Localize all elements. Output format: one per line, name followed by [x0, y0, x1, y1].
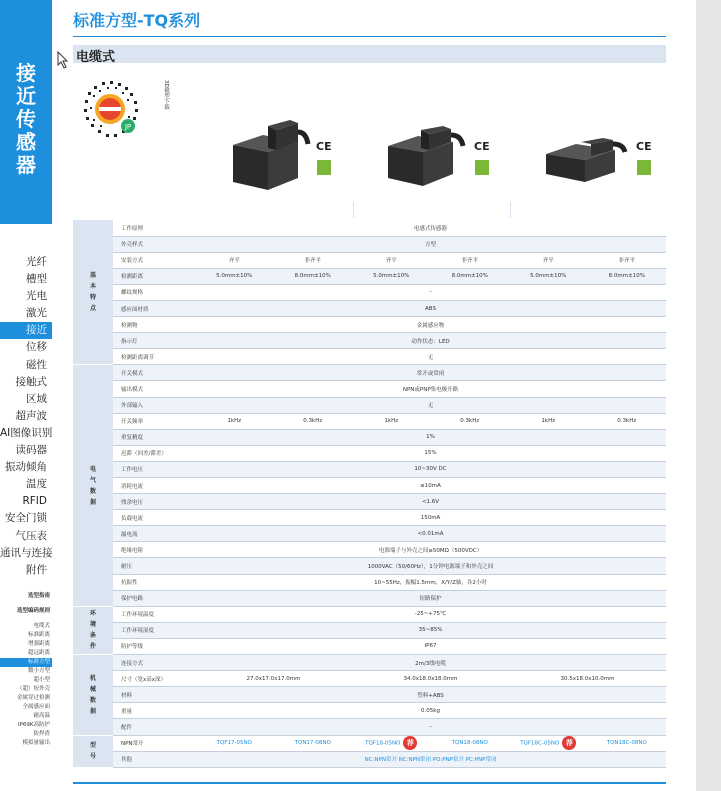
spec-value: ABS — [195, 300, 666, 316]
side-nav-item[interactable]: 超声波 — [15, 409, 47, 422]
spec-label: 输出模式 — [113, 381, 195, 397]
spec-value: 10~30V DC — [195, 461, 666, 477]
spec-label: 耐压 — [113, 558, 195, 574]
spec-row — [73, 574, 666, 590]
side-nav-item[interactable]: 槽型 — [26, 273, 47, 286]
side-subnav-item[interactable]: （超）短外壳 — [16, 686, 50, 692]
spec-row — [73, 349, 666, 365]
ce-mark: CE — [636, 140, 652, 153]
side-nav-item[interactable]: AI图像识别 — [0, 426, 53, 439]
side-nav-item[interactable]: 读码器 — [15, 444, 47, 457]
spec-value: 齐平 — [195, 252, 274, 268]
side-nav-item[interactable]: 光纤 — [26, 256, 47, 268]
side-subnav-item[interactable]: 金属穿过检测 — [16, 695, 50, 701]
side-nav-item[interactable]: 接触式 — [15, 375, 47, 388]
model-code[interactable]: TQF17-05NO — [216, 740, 252, 747]
spec-label: 工作环境温度 — [113, 606, 195, 622]
section-header — [73, 45, 666, 63]
spec-value: ≤10mA — [195, 478, 666, 494]
spec-value: 常开或常闭 — [195, 365, 666, 381]
product-image-2 — [385, 126, 470, 188]
recommended-badge: 荐 — [562, 736, 576, 750]
spec-row — [73, 333, 666, 349]
spec-value: 1kHz — [352, 413, 431, 429]
spec-label: 负载电流 — [113, 510, 195, 526]
spec-row — [73, 606, 666, 622]
spec-label: 绝缘电阻 — [113, 542, 195, 558]
spec-label: 指示灯 — [113, 333, 195, 349]
spec-label: 外壳样式 — [113, 236, 195, 252]
spec-row — [73, 317, 666, 333]
spec-value: 5.0mm±10% — [509, 268, 588, 284]
spec-value: 齐平 — [509, 252, 588, 268]
side-subnav-item[interactable]: 全属感应面 — [22, 704, 50, 710]
spec-row — [73, 526, 666, 542]
spec-value: 2m/3线电缆 — [195, 655, 666, 671]
spec-value: 5.0mm±10% — [352, 268, 431, 284]
side-subnav-item[interactable]: 电缆式 — [33, 623, 50, 629]
spec-value — [274, 735, 353, 751]
title-divider — [73, 36, 666, 37]
spec-row — [73, 687, 666, 703]
spec-value: 动作状态：LED — [195, 333, 666, 349]
side-subnav-item[interactable]: 耐高温 — [33, 713, 50, 719]
side-subnav-item[interactable]: 增强距离 — [27, 641, 50, 647]
spec-value: 塑料+ABS — [195, 687, 666, 703]
spec-row — [73, 252, 666, 268]
recommended-badge: 荐 — [403, 736, 417, 750]
spec-group-label: 电气数据 — [89, 465, 96, 506]
spec-row — [73, 590, 666, 606]
side-subnav-item[interactable]: 超小型 — [33, 677, 50, 683]
spec-value: 金属感应物 — [195, 317, 666, 333]
spec-value — [195, 735, 274, 751]
spec-label: 迟滞（回差/滞差） — [113, 445, 195, 461]
model-code[interactable]: TQN18C-08NO — [606, 740, 647, 747]
ce-mark: CE — [474, 140, 490, 153]
spec-label: 感应面材质 — [113, 300, 195, 316]
spec-value: 1000VAC（50/60Hz），1分钟电源端子和外壳之间 — [195, 558, 666, 574]
spec-row — [73, 397, 666, 413]
side-nav-item[interactable]: 区域 — [26, 392, 47, 405]
spec-value: 34.0x18.0x18.0mm — [352, 671, 509, 687]
spec-value: IP67 — [195, 638, 666, 654]
spec-value: 5.0mm±10% — [195, 268, 274, 284]
spec-row — [73, 365, 666, 381]
side-subnav-item[interactable]: 超远距离 — [27, 650, 50, 656]
spec-row — [73, 494, 666, 510]
product-image-1 — [228, 120, 313, 192]
spec-label: 工作原理 — [113, 220, 195, 236]
side-subnav — [0, 592, 52, 748]
spec-row — [73, 719, 666, 735]
spec-row — [73, 542, 666, 558]
spec-value: 0.3kHz — [588, 413, 667, 429]
side-subnav-item[interactable]: 防焊渣 — [33, 731, 50, 737]
spec-row — [73, 703, 666, 719]
spec-label: 其他 — [113, 751, 195, 767]
spec-row — [73, 284, 666, 300]
spec-value: <0.01mA — [195, 526, 666, 542]
side-nav-item[interactable]: 位移 — [26, 341, 47, 354]
spec-value: 8.0mm±10% — [274, 268, 353, 284]
spec-value: 方型 — [195, 236, 666, 252]
scrollbar[interactable] — [696, 0, 721, 791]
spec-value: – — [195, 284, 666, 300]
spec-label: 外部输入 — [113, 397, 195, 413]
svg-text:JP: JP — [124, 123, 132, 131]
rohs-icon — [317, 160, 331, 175]
mouse-cursor-icon — [57, 51, 69, 69]
spec-value: 非齐平 — [588, 252, 667, 268]
spec-row — [73, 300, 666, 316]
spec-label: 工作环境湿度 — [113, 622, 195, 638]
spec-row — [73, 638, 666, 654]
spec-value: 27.0x17.0x17.0mm — [195, 671, 352, 687]
spec-row — [73, 510, 666, 526]
spec-label: 材料 — [113, 687, 195, 703]
spec-label: 工作电压 — [113, 461, 195, 477]
spec-label: 重量 — [113, 703, 195, 719]
spec-label: 消耗电流 — [113, 478, 195, 494]
spec-value: 非齐平 — [274, 252, 353, 268]
spec-table — [73, 220, 666, 768]
spec-group-label: 机械数据 — [89, 674, 96, 715]
spec-label: 安装方式 — [113, 252, 195, 268]
spec-value: 30.5x18.0x10.0mm — [509, 671, 666, 687]
spec-label: 检测距离调节 — [113, 349, 195, 365]
category-tab — [0, 0, 52, 224]
spec-row — [73, 461, 666, 477]
spec-value — [509, 735, 588, 751]
spec-value: NPN或PNP集电极开路 — [195, 381, 666, 397]
spec-row — [73, 751, 666, 767]
spec-row — [73, 671, 666, 687]
spec-label: 检测物 — [113, 317, 195, 333]
spec-value: 150mA — [195, 510, 666, 526]
spec-value: 15% — [195, 445, 666, 461]
spec-value: 非齐平 — [431, 252, 510, 268]
spec-label: 检测距离 — [113, 268, 195, 284]
spec-value: 1kHz — [509, 413, 588, 429]
spec-group-label: 型号 — [89, 742, 96, 761]
rohs-icon — [475, 160, 489, 175]
side-nav-item[interactable]: 附件 — [26, 563, 47, 576]
side-subnav-item[interactable]: 模拟量输出 — [22, 740, 50, 746]
spec-row — [73, 655, 666, 671]
side-subnav-item[interactable]: 选型编码规则 — [16, 608, 50, 614]
side-nav-item[interactable]: 激光 — [26, 307, 47, 320]
spec-value: <1.6V — [195, 494, 666, 510]
side-subnav-item[interactable]: 标准方型 — [0, 658, 52, 667]
product-image-3 — [543, 138, 633, 184]
side-subnav-item[interactable]: IP69K高防护 — [17, 722, 50, 728]
spec-label: 残余电压 — [113, 494, 195, 510]
qr-code-icon[interactable] — [80, 78, 160, 140]
spec-label: 抗振性 — [113, 574, 195, 590]
spec-label: 尺寸（宽x高x深） — [113, 671, 195, 687]
spec-row — [73, 622, 666, 638]
spec-label: 开关模式 — [113, 365, 195, 381]
spec-value: 短路保护 — [195, 590, 666, 606]
side-nav-item[interactable]: 磁性 — [26, 358, 47, 371]
spec-value: 电感式传感器 — [195, 220, 666, 236]
spec-label: 重复精度 — [113, 429, 195, 445]
spec-value: 8.0mm±10% — [431, 268, 510, 284]
side-subnav-item[interactable]: 微小方型 — [27, 668, 50, 674]
spec-label: 配件 — [113, 719, 195, 735]
spec-row — [73, 413, 666, 429]
side-nav-item[interactable]: 气压表 — [15, 529, 47, 542]
spec-value: 无 — [195, 397, 666, 413]
spec-row — [73, 220, 666, 236]
category-tab-label: 接近传感器 — [16, 61, 36, 177]
spec-value: 1kHz — [195, 413, 274, 429]
spec-row — [73, 735, 666, 751]
spec-value: NC:NPN常开 NC:NPN常闭 PO:PNP常开 PC:PNP常闭 — [195, 751, 666, 767]
spec-label: 防护等级 — [113, 638, 195, 654]
model-code[interactable]: TQN18-08NO — [451, 740, 488, 747]
spec-value: -25~+75℃ — [195, 606, 666, 622]
page-title: 标准方型-TQ系列 — [73, 11, 201, 30]
spec-value — [352, 735, 431, 751]
spec-value: – — [195, 719, 666, 735]
spec-value — [588, 735, 667, 751]
spec-label: 连接方式 — [113, 655, 195, 671]
model-code[interactable]: TQF18C-05NO — [520, 740, 560, 747]
spec-value: 8.0mm±10% — [588, 268, 667, 284]
spec-label: 漏电流 — [113, 526, 195, 542]
spec-value: 无 — [195, 349, 666, 365]
model-code[interactable]: TQN17-08NO — [294, 740, 331, 747]
side-nav — [0, 254, 52, 579]
bottom-divider — [73, 782, 666, 784]
spec-value: 0.3kHz — [431, 413, 510, 429]
side-nav-item[interactable]: 光电 — [26, 290, 47, 303]
spec-label: 开关频率 — [113, 413, 195, 429]
rohs-icon — [637, 160, 651, 175]
side-nav-item[interactable]: 接近 — [0, 322, 52, 339]
spec-row — [73, 558, 666, 574]
spec-row — [73, 236, 666, 252]
spec-label: 螺纹规格 — [113, 284, 195, 300]
spec-row — [73, 478, 666, 494]
spec-row — [73, 445, 666, 461]
spec-value: 0.05kg — [195, 703, 666, 719]
spec-group-label: 环境条件 — [89, 610, 96, 651]
spec-label: NPN常开 — [113, 735, 195, 751]
side-subnav-item[interactable]: 选型指南 — [27, 593, 50, 599]
spec-group-label: 基本特点 — [89, 272, 96, 313]
spec-row — [73, 268, 666, 284]
side-subnav-item[interactable]: 标准距离 — [27, 632, 50, 638]
ce-mark: CE — [316, 140, 332, 153]
side-nav-item[interactable]: RFID — [22, 495, 47, 508]
spec-value: 0.3kHz — [274, 413, 353, 429]
spec-row — [73, 381, 666, 397]
side-nav-item[interactable]: 安全门锁 — [5, 512, 47, 525]
model-code[interactable]: TQF18-05NO — [365, 740, 401, 747]
spec-value: 1% — [195, 429, 666, 445]
section-title: 电缆式 — [76, 50, 116, 65]
spec-value: 齐平 — [352, 252, 431, 268]
qr-caption: 3D模型下载 — [163, 80, 169, 110]
side-nav-item[interactable]: 温度 — [26, 478, 47, 491]
spec-label: 保护电路 — [113, 590, 195, 606]
spec-value: 35~85% — [195, 622, 666, 638]
side-nav-item[interactable]: 振动倾角 — [5, 461, 47, 474]
spec-value — [431, 735, 510, 751]
spec-row — [73, 429, 666, 445]
spec-value: 10~55Hz，振幅1.5mm，X/Y/Z轴，各2小时 — [195, 574, 666, 590]
side-nav-item[interactable]: 通讯与连接 — [0, 546, 53, 559]
spec-value: 电源端子与外壳之间≥50MΩ（500VDC） — [195, 542, 666, 558]
